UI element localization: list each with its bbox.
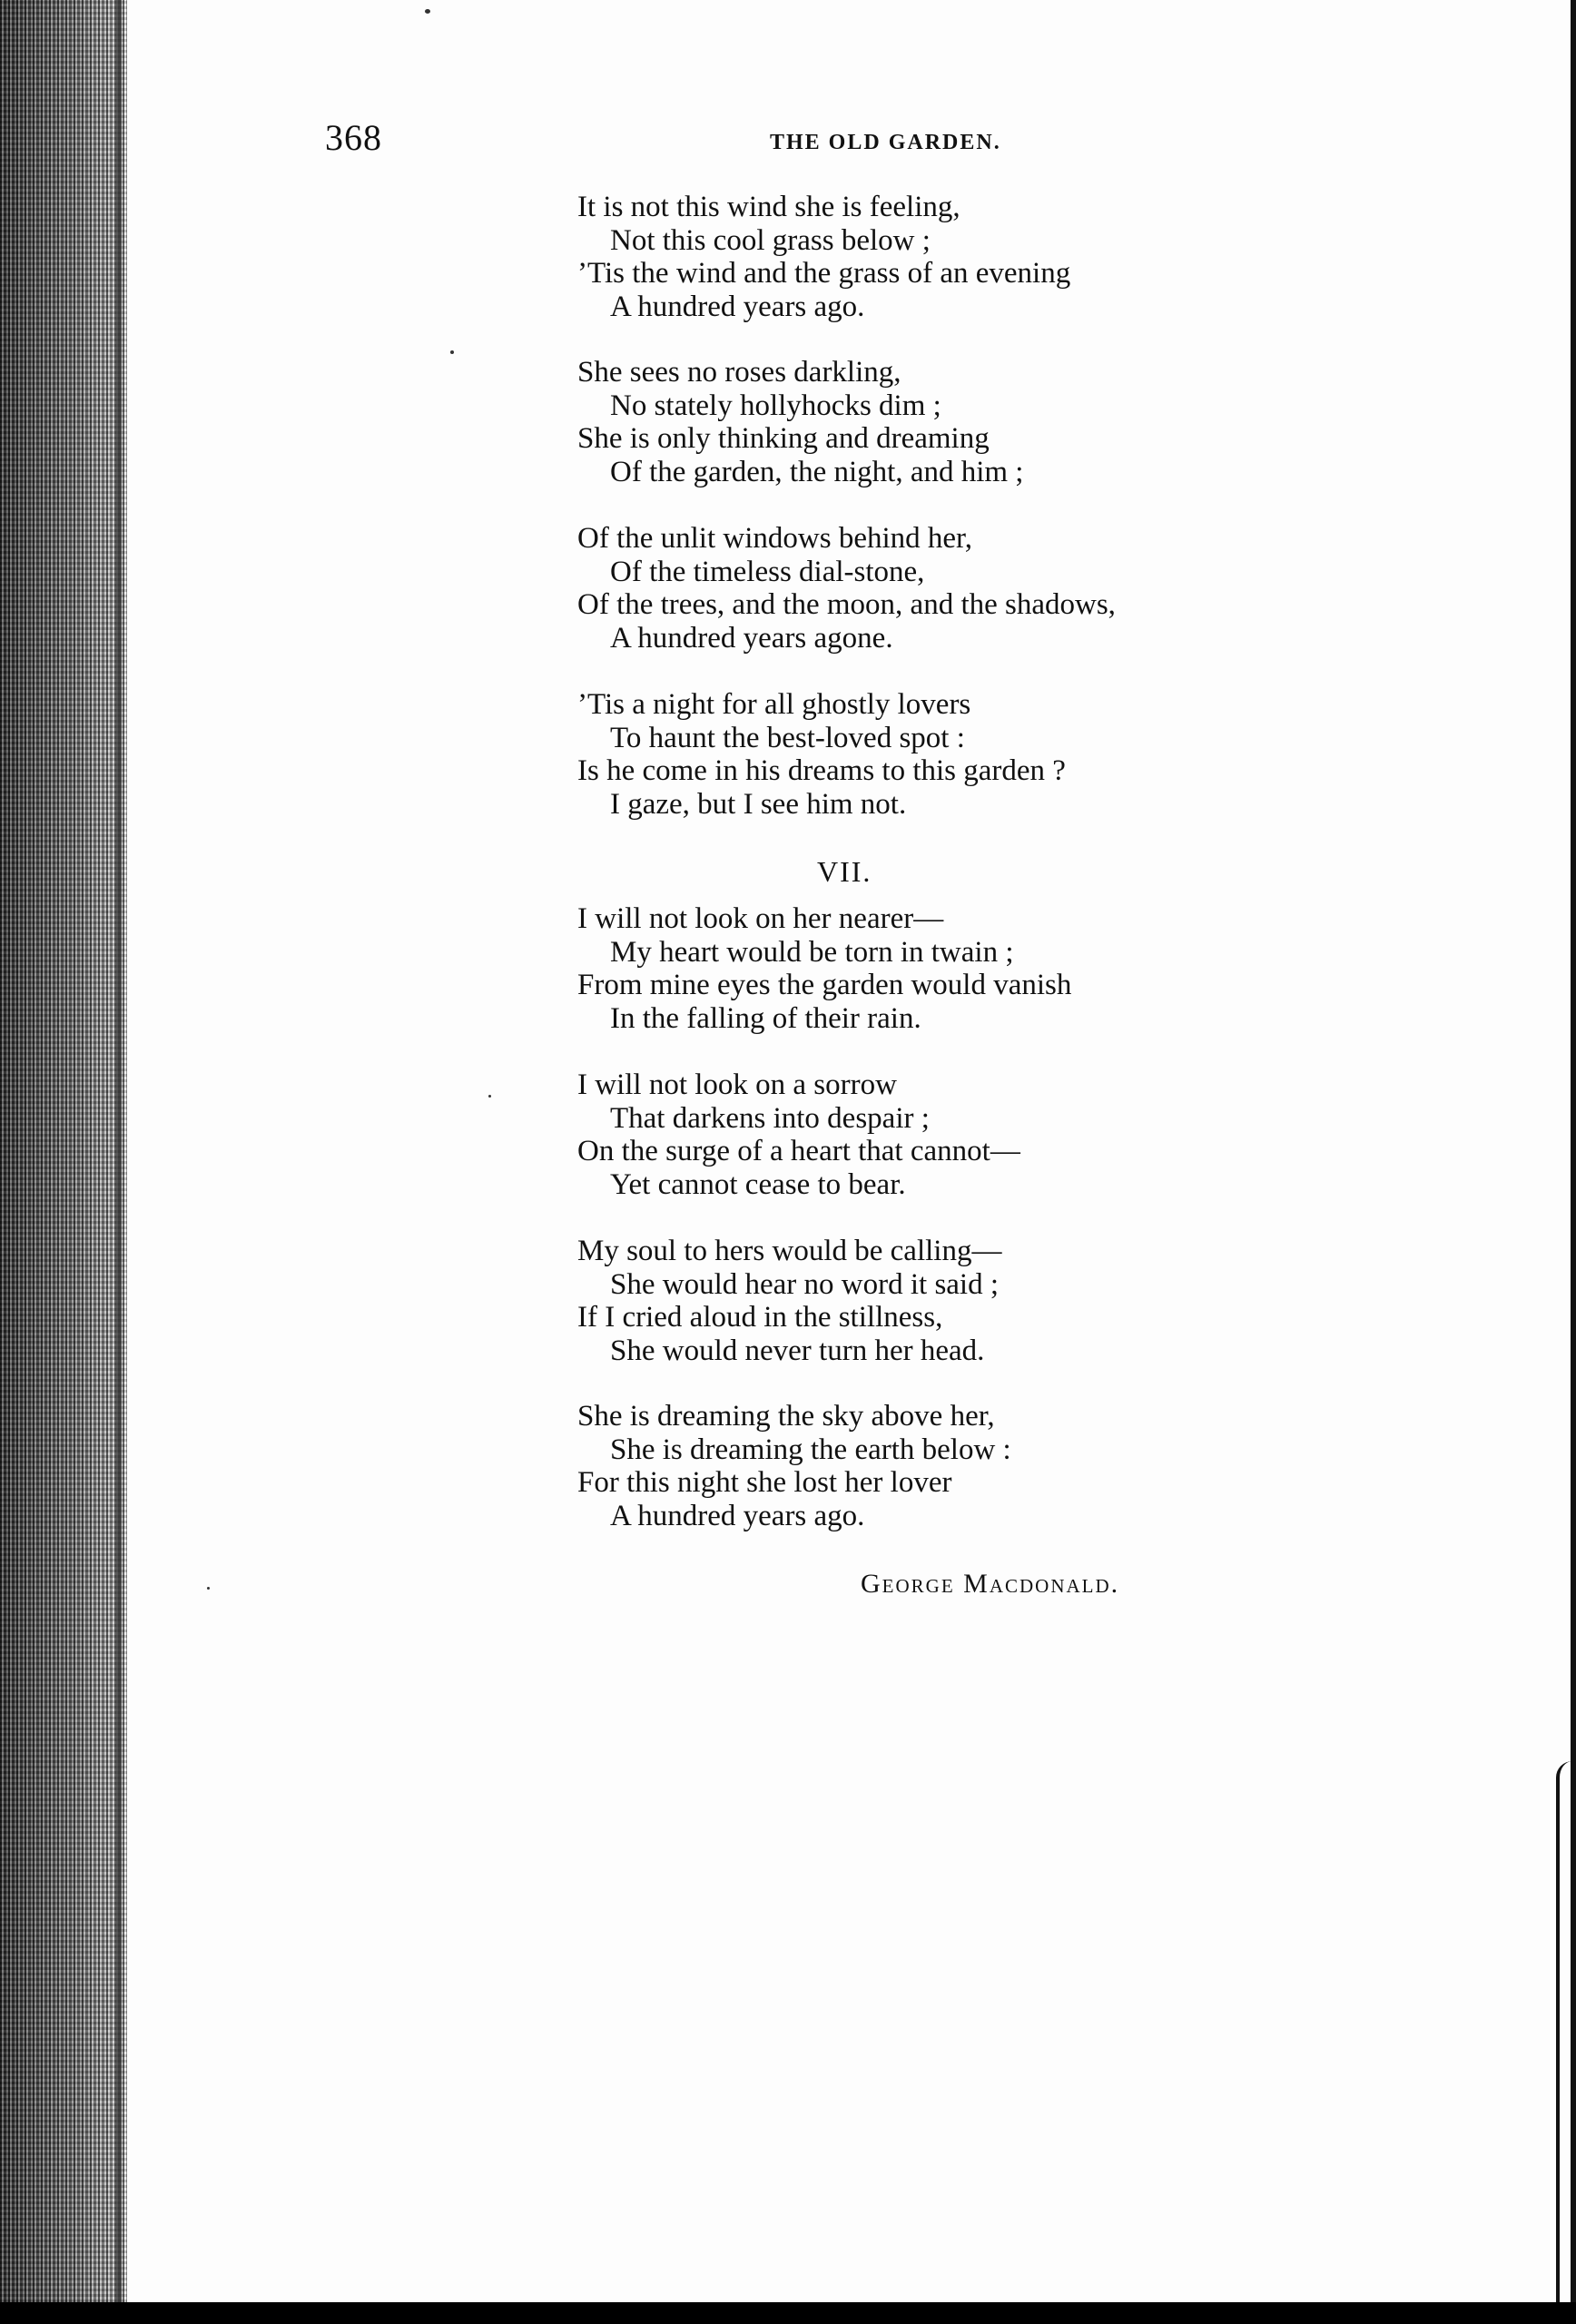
poem-line: From mine eyes the garden would vanish [577,969,1072,1001]
poem-line: A hundred years agone. [610,621,893,655]
section-heading: VII. [817,855,872,888]
poem-line: She is only thinking and dreaming [577,422,990,455]
poem-line: She is dreaming the sky above her, [577,1400,995,1433]
stanza [577,356,1023,488]
poem-line: My soul to hers would be calling— [577,1235,1002,1267]
poem-line: Of the timeless dial-stone, [610,555,925,588]
poem-line: A hundred years ago. [610,290,865,323]
poem-line: I will not look on her nearer— [577,902,944,935]
binding-gutter [0,0,127,2302]
stanza [577,1068,1020,1201]
poem-line: In the falling of their rain. [610,1001,921,1035]
poem-line: ’Tis a night for all ghostly lovers [577,688,971,721]
poem-line: I will not look on a sorrow [577,1068,897,1101]
stanza [577,1235,1001,1367]
scan-speck [425,9,430,14]
poem-line: If I cried aloud in the stillness, [577,1301,943,1334]
stanza [577,522,1116,655]
poem-line: On the surge of a heart that cannot— [577,1135,1020,1167]
scan-speck [207,1587,210,1590]
stanza [577,1400,1011,1532]
gutter-shadow [116,0,122,2302]
poem-line: She sees no roses darkling, [577,356,901,389]
poem-line: To haunt the best-loved spot : [610,721,965,754]
stanza [577,688,1066,821]
poem-line: Is he come in his dreams to this garden ? [577,754,1066,787]
poem-line: She would hear no word it said ; [610,1267,1000,1301]
poem-line: For this night she lost her lover [577,1466,952,1499]
poem-line: Of the unlit windows behind her, [577,522,972,555]
poem-line: It is not this wind she is feeling, [577,191,960,223]
poem-line: No stately hollyhocks dim ; [610,389,941,422]
poem-line: She is dreaming the earth below : [610,1433,1011,1466]
scan-speck [488,1095,491,1098]
poem-line: Of the garden, the night, and him ; [610,455,1024,488]
page-number: 368 [325,117,382,158]
poem-line: I gaze, but I see him not. [610,787,907,821]
poem-line: A hundred years ago. [610,1499,865,1532]
stanza [577,902,1071,1035]
poem-line: She would never turn her head. [610,1334,985,1367]
poem-line: That darkens into despair ; [610,1101,930,1135]
page-curl [1556,1761,1572,2302]
poem-line: ’Tis the wind and the grass of an evening [577,257,1071,290]
poem-line: My heart would be torn in twain ; [610,935,1014,969]
author-signature: George Macdonald. [861,1569,1120,1599]
scan-speck [450,350,454,354]
stanza [577,191,1070,323]
scan-bottom-border [0,2302,1576,2324]
running-head: THE OLD GARDEN. [770,131,1001,154]
poem-line: Not this cool grass below ; [610,223,931,257]
poem-line: Of the trees, and the moon, and the shadows, [577,588,1116,621]
poem-line: Yet cannot cease to bear. [610,1167,906,1201]
